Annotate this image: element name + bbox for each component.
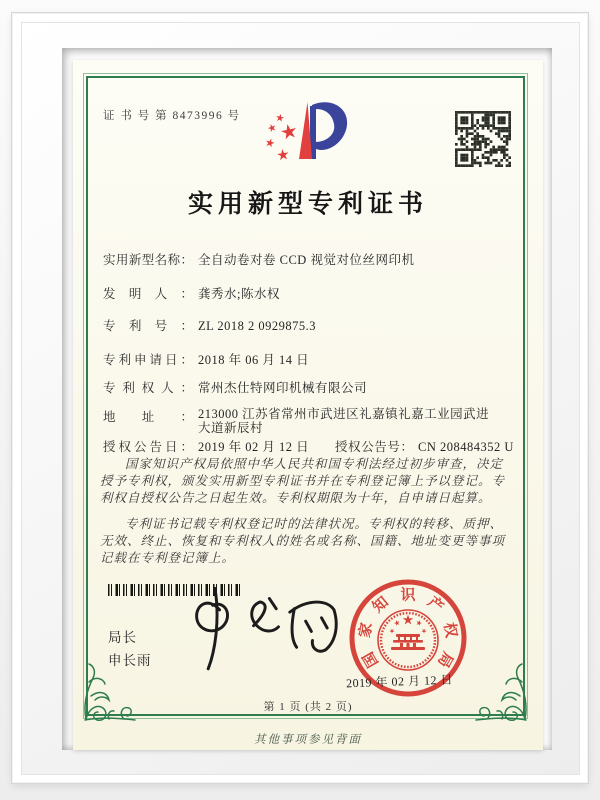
seal-text-char: 权: [440, 621, 459, 640]
seal-date: 2019 年 02 月 12 日: [345, 672, 454, 691]
field-grant-row: [103, 437, 529, 455]
certificate-paper: [73, 60, 543, 750]
cnipa-logo-icon: [255, 96, 360, 188]
seal-text-char: 国: [360, 648, 382, 670]
field-inventor: [103, 284, 529, 302]
field-value: 龚秀水;陈水权: [198, 287, 280, 301]
field-label: 专利权人：: [103, 381, 193, 395]
field-utility-model-name: [103, 250, 529, 268]
field-patent-number: [103, 316, 529, 334]
seal-text-char: 局: [434, 648, 456, 670]
field-patentee: [103, 378, 529, 396]
legal-text: [100, 456, 514, 576]
seal-text-char: 家: [357, 621, 376, 640]
director-name: 申长雨: [108, 653, 152, 668]
field-label: 实用新型名称：: [103, 253, 193, 267]
field-address: [103, 407, 529, 435]
back-side-note: 其他事项参见背面: [254, 734, 362, 746]
qr-code-icon: [455, 111, 511, 167]
field-filing-date: [103, 350, 529, 368]
seal-text-char: 知: [370, 594, 392, 617]
field-label: 专利申请日：: [103, 353, 193, 367]
field-label: 专利号：: [103, 319, 193, 333]
field-value: 常州杰仕特网印机械有限公司: [198, 381, 368, 395]
field-grant-number: [335, 437, 514, 455]
field-label: 授权公告日：: [103, 440, 193, 454]
field-label: 地址：: [103, 410, 193, 424]
legal-paragraph-2: 专利证书记载专利权登记时的法律状况。专利权的转移、质押、无效、终止、恢复和专利权人的姓名或名称、国籍、地址变更等事项记载在专利登记簿上。: [100, 517, 506, 565]
field-value: 全自动卷对卷 CCD 视觉对位丝网印机: [198, 253, 415, 267]
certificate-title: 实用新型专利证书: [187, 191, 428, 218]
director-signature-icon: [181, 582, 351, 674]
field-value: CN 208484352 U: [418, 440, 514, 454]
certificate-number: 证 书 号 第 8473996 号: [103, 110, 241, 122]
field-value: 213000 江苏省常州市武进区礼嘉镇礼嘉工业园武进大道新辰村: [198, 407, 490, 435]
field-label: 发明人：: [103, 287, 193, 301]
field-value: 2018 年 06 月 14 日: [198, 353, 310, 367]
field-value: 2019 年 02 月 12 日: [198, 440, 310, 454]
field-value: ZL 2018 2 0929875.3: [198, 319, 317, 333]
seal-text-char: 产: [424, 594, 446, 617]
director-title: 局长: [108, 630, 137, 645]
corner-flourish-icon: [79, 646, 141, 724]
seal-text-char: 识: [400, 587, 416, 604]
legal-paragraph-1: 国家知识产权局依照中华人民共和国专利法经过初步审查，决定授予专利权，颁发实用新型专利证书并在专利登记簿上予以登记。专利权自授权公告之日起生效。专利权期限为十年，自申请日起算。: [100, 457, 506, 505]
page-indicator: 第 1 页 (共 2 页): [263, 701, 353, 713]
field-label: 授权公告号：: [335, 440, 413, 454]
